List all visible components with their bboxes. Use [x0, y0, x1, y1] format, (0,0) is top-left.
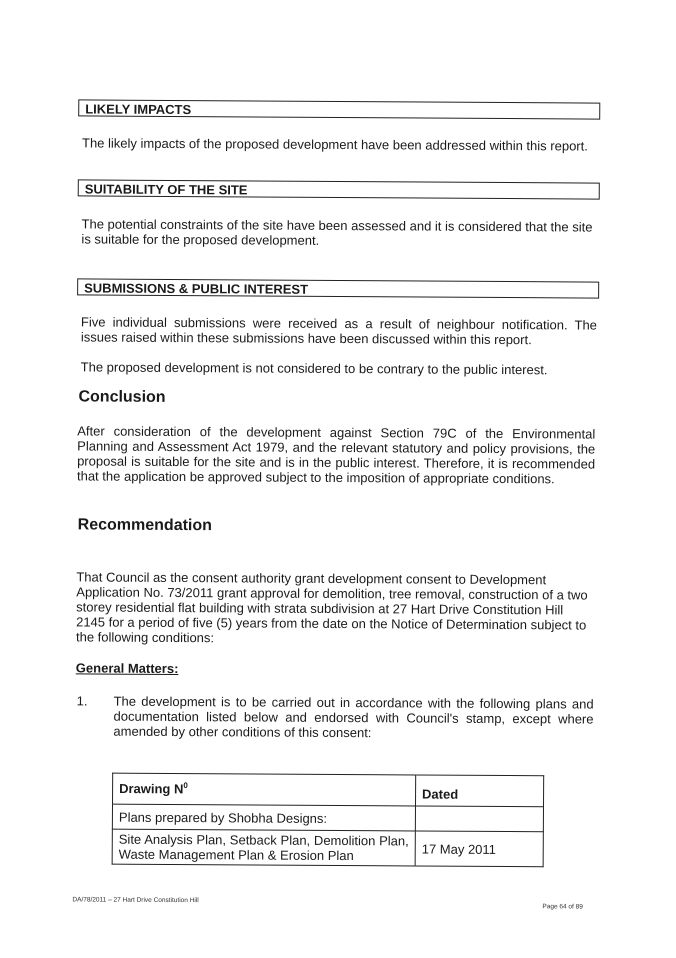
- submissions-heading: SUBMISSIONS & PUBLIC INTEREST: [77, 278, 599, 298]
- dated-cell: 17 May 2011: [415, 831, 543, 867]
- recommendation-text: That Council as the consent authority grant development consent to Development Application No. 73/2011 grant approval for demolition, tree removal, construction of a two storey residential flat building with strata subdivision at 27 Hart Drive Constitution Hill 2145 for a period of five (5) years from the date on the Notice of Determination subject to the following conditions:: [75, 569, 588, 646]
- suitability-text: The potential constraints of the site have been assessed and it is considered that the site is suitable for the proposed development.: [81, 216, 593, 248]
- conclusion-text: After consideration of the development against Section 79C of the Environmental Planning and Assessment Act 1979, and the relevant statutory and policy provisions, the proposal is suitable for the site and is in the public interest. Therefore, it is recommended that the application be approved subject to the imposition of appropriate conditions.: [76, 423, 596, 487]
- table-row: [112, 829, 543, 867]
- likely-impacts-text: The likely impacts of the proposed development have been addressed within this report.: [81, 135, 588, 154]
- condition-number: 1.: [76, 693, 88, 709]
- drawing-cell: Plans prepared by Shobha Designs:: [112, 804, 415, 831]
- general-matters-heading: General Matters:: [75, 660, 179, 677]
- drawing-cell: Site Analysis Plan, Setback Plan, Demolition Plan, Waste Management Plan & Erosion Plan: [112, 829, 415, 866]
- suitability-heading: SUITABILITY OF THE SITE: [78, 179, 600, 199]
- table-header-row: [113, 773, 544, 807]
- submissions-text: Five individual submissions were received as a result of neighbour notification. The issues raised within these submissions have been discussed within this report.: [80, 314, 597, 348]
- conclusion-heading: Conclusion: [78, 388, 166, 406]
- drawings-table: [112, 773, 545, 868]
- condition-text: The development is to be carried out in accordance with the following plans and documentation listed below and endorsed with Council's stamp, except where amended by other conditions of this consent:: [113, 693, 594, 741]
- drawing-column-header: Drawing $N^0$: [113, 773, 416, 806]
- footer-document-ref: DA/78/2011 – 27 Hart Drive Constitution Hill: [72, 896, 199, 905]
- dated-column-header: Dated: [415, 775, 543, 807]
- likely-impacts-heading: LIKELY IMPACTS: [78, 99, 600, 119]
- public-interest-text: The proposed development is not considered to be contrary to the public interest.: [80, 359, 548, 378]
- footer-page-number: Page 64 of 89: [542, 903, 583, 911]
- recommendation-heading: Recommendation: [77, 516, 213, 535]
- table-row: [112, 804, 543, 832]
- dated-cell: [415, 806, 543, 832]
